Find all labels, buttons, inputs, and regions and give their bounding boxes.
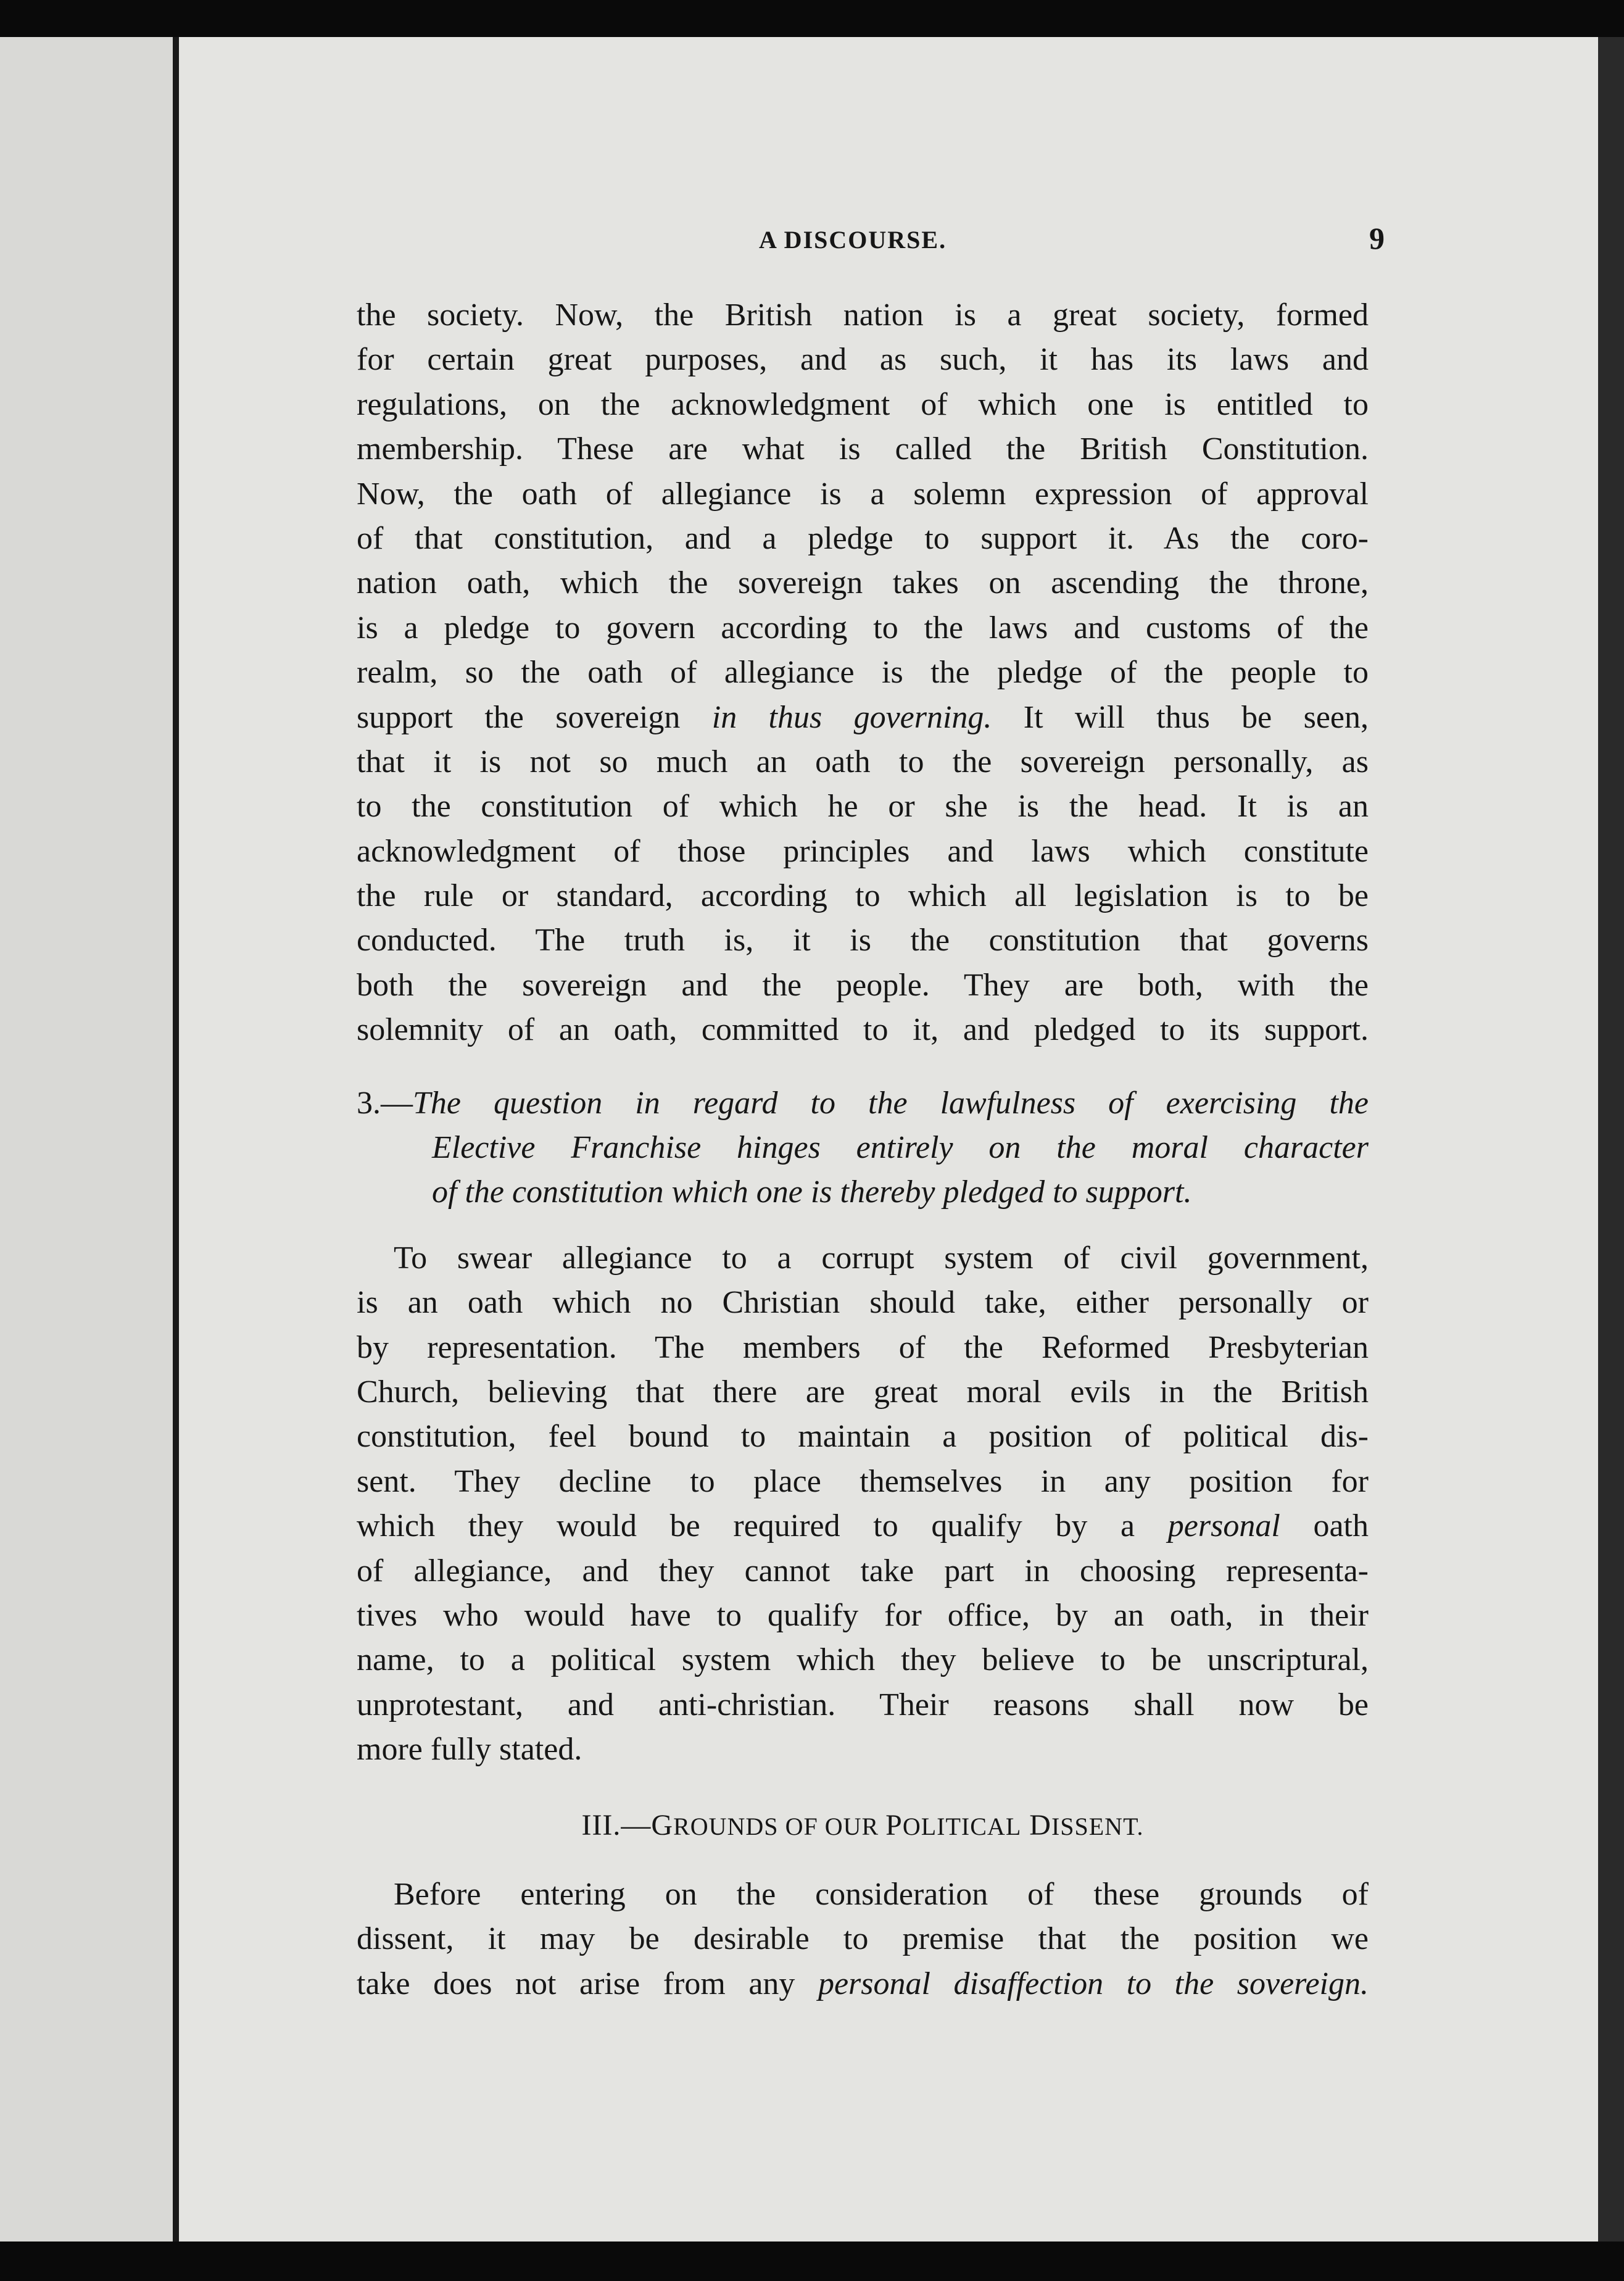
binding-gutter: [173, 37, 179, 2242]
text-line: of that constitution, and a pledge to support it. As the coro-: [357, 520, 1369, 556]
text-run: take does not arise from any: [357, 1966, 818, 2001]
facing-page-edge: [0, 37, 174, 2242]
text-line: nation oath, which the sovereign takes on ascending the throne,: [357, 565, 1369, 601]
text-line: acknowledgment of those principles and laws which constitute: [357, 833, 1369, 869]
text-line: to the constitution of which he or she is the head. It is an: [357, 789, 1369, 825]
page-shadow-edge: [1598, 37, 1624, 2242]
text-line: is a pledge to govern according to the laws and customs of the: [357, 610, 1369, 646]
section-number: III.—: [581, 1808, 652, 1842]
proposition-line: [357, 1081, 1369, 1126]
text-line: that it is not so much an oath to the sovereign personally, as: [357, 744, 1369, 779]
text-line: conducted. The truth is, it is the constitution that governs: [357, 923, 1369, 958]
text-line: Before entering on the consideration of these grounds of: [394, 1876, 1369, 1912]
italic-word: personal: [1167, 1508, 1280, 1544]
text-line: is an oath which no Christian should take, either personally or: [357, 1285, 1369, 1321]
text-line: [357, 1504, 1369, 1548]
heading-cap: P: [885, 1808, 903, 1842]
text-line: sent. They decline to place themselves in any position for: [357, 1463, 1369, 1499]
heading-smallcaps: OF OUR: [778, 1812, 886, 1840]
spacer: [357, 1053, 1369, 1081]
text-line: [357, 696, 1369, 740]
section-heading: [357, 1803, 1369, 1848]
proposition-text: The question in regard to the lawfulness of exercising the: [413, 1085, 1369, 1121]
text-line: To swear allegiance to a corrupt system of civil government,: [394, 1240, 1369, 1276]
text-run: support the sovereign: [357, 699, 712, 735]
text-run: oath: [1280, 1508, 1369, 1544]
heading-smallcaps: ISSENT.: [1051, 1812, 1144, 1840]
heading-cap: G: [651, 1808, 674, 1842]
page-number: 9: [1369, 221, 1385, 256]
text-run: which they would be required to qualify by a: [357, 1508, 1168, 1544]
text-line: dissent, it may be desirable to premise that the position we: [357, 1921, 1369, 1957]
heading-cap: D: [1021, 1808, 1051, 1842]
text-line: the society. Now, the British nation is a great society, formed: [357, 297, 1369, 333]
text-line: tives who would have to qualify for office, by an oath, in their: [357, 1597, 1369, 1633]
text-line: name, to a political system which they believe to be unscriptural,: [357, 1642, 1369, 1678]
text-line: solemnity of an oath, committed to it, and pledged to its support.: [357, 1012, 1369, 1048]
text-line: [357, 1962, 1369, 2006]
text-line: unprotestant, and anti-christian. Their reasons shall now be: [357, 1687, 1369, 1722]
spacer: [357, 1848, 1369, 1872]
text-line: by representation. The members of the Reformed Presbyterian: [357, 1329, 1369, 1365]
text-line: Now, the oath of allegiance is a solemn expression of approval: [357, 476, 1369, 512]
heading-smallcaps: ROUNDS: [673, 1812, 779, 1840]
text-line: more fully stated.: [357, 1732, 582, 1768]
text-line: for certain great purposes, and as such, it has its laws and: [357, 342, 1369, 378]
text-line: realm, so the oath of allegiance is the pledge of the people to: [357, 655, 1369, 691]
body-text: [357, 293, 1369, 2006]
proposition-number: 3.—: [357, 1085, 413, 1121]
spacer: [357, 1215, 1369, 1236]
spacer: [357, 1772, 1369, 1803]
text-run: It will thus be seen,: [992, 699, 1369, 735]
running-head: A DISCOURSE.: [759, 226, 947, 254]
heading-smallcaps: OLITICAL: [902, 1812, 1022, 1840]
text-line: regulations, on the acknowledgment of which one is entitled to: [357, 386, 1369, 422]
text-line: of allegiance, and they cannot take part in choosing representa-: [357, 1553, 1369, 1589]
text-line: Church, believing that there are great moral evils in the British: [357, 1374, 1369, 1410]
text-line: both the sovereign and the people. They are both, with the: [357, 967, 1369, 1003]
text-line: membership. These are what is called the British Constitution.: [357, 431, 1369, 467]
text-line: the rule or standard, according to which all legislation is to be: [357, 878, 1369, 914]
italic-phrase: in thus governing.: [711, 699, 992, 735]
text-line: constitution, feel bound to maintain a position of political dis-: [357, 1419, 1369, 1455]
proposition-line: of the constitution which one is thereby pledged to support.: [432, 1174, 1192, 1210]
page-header: [179, 221, 1385, 268]
proposition-line: Elective Franchise hinges entirely on the moral character: [432, 1130, 1369, 1166]
italic-phrase: personal disaffection to the sovereign.: [818, 1966, 1369, 2001]
